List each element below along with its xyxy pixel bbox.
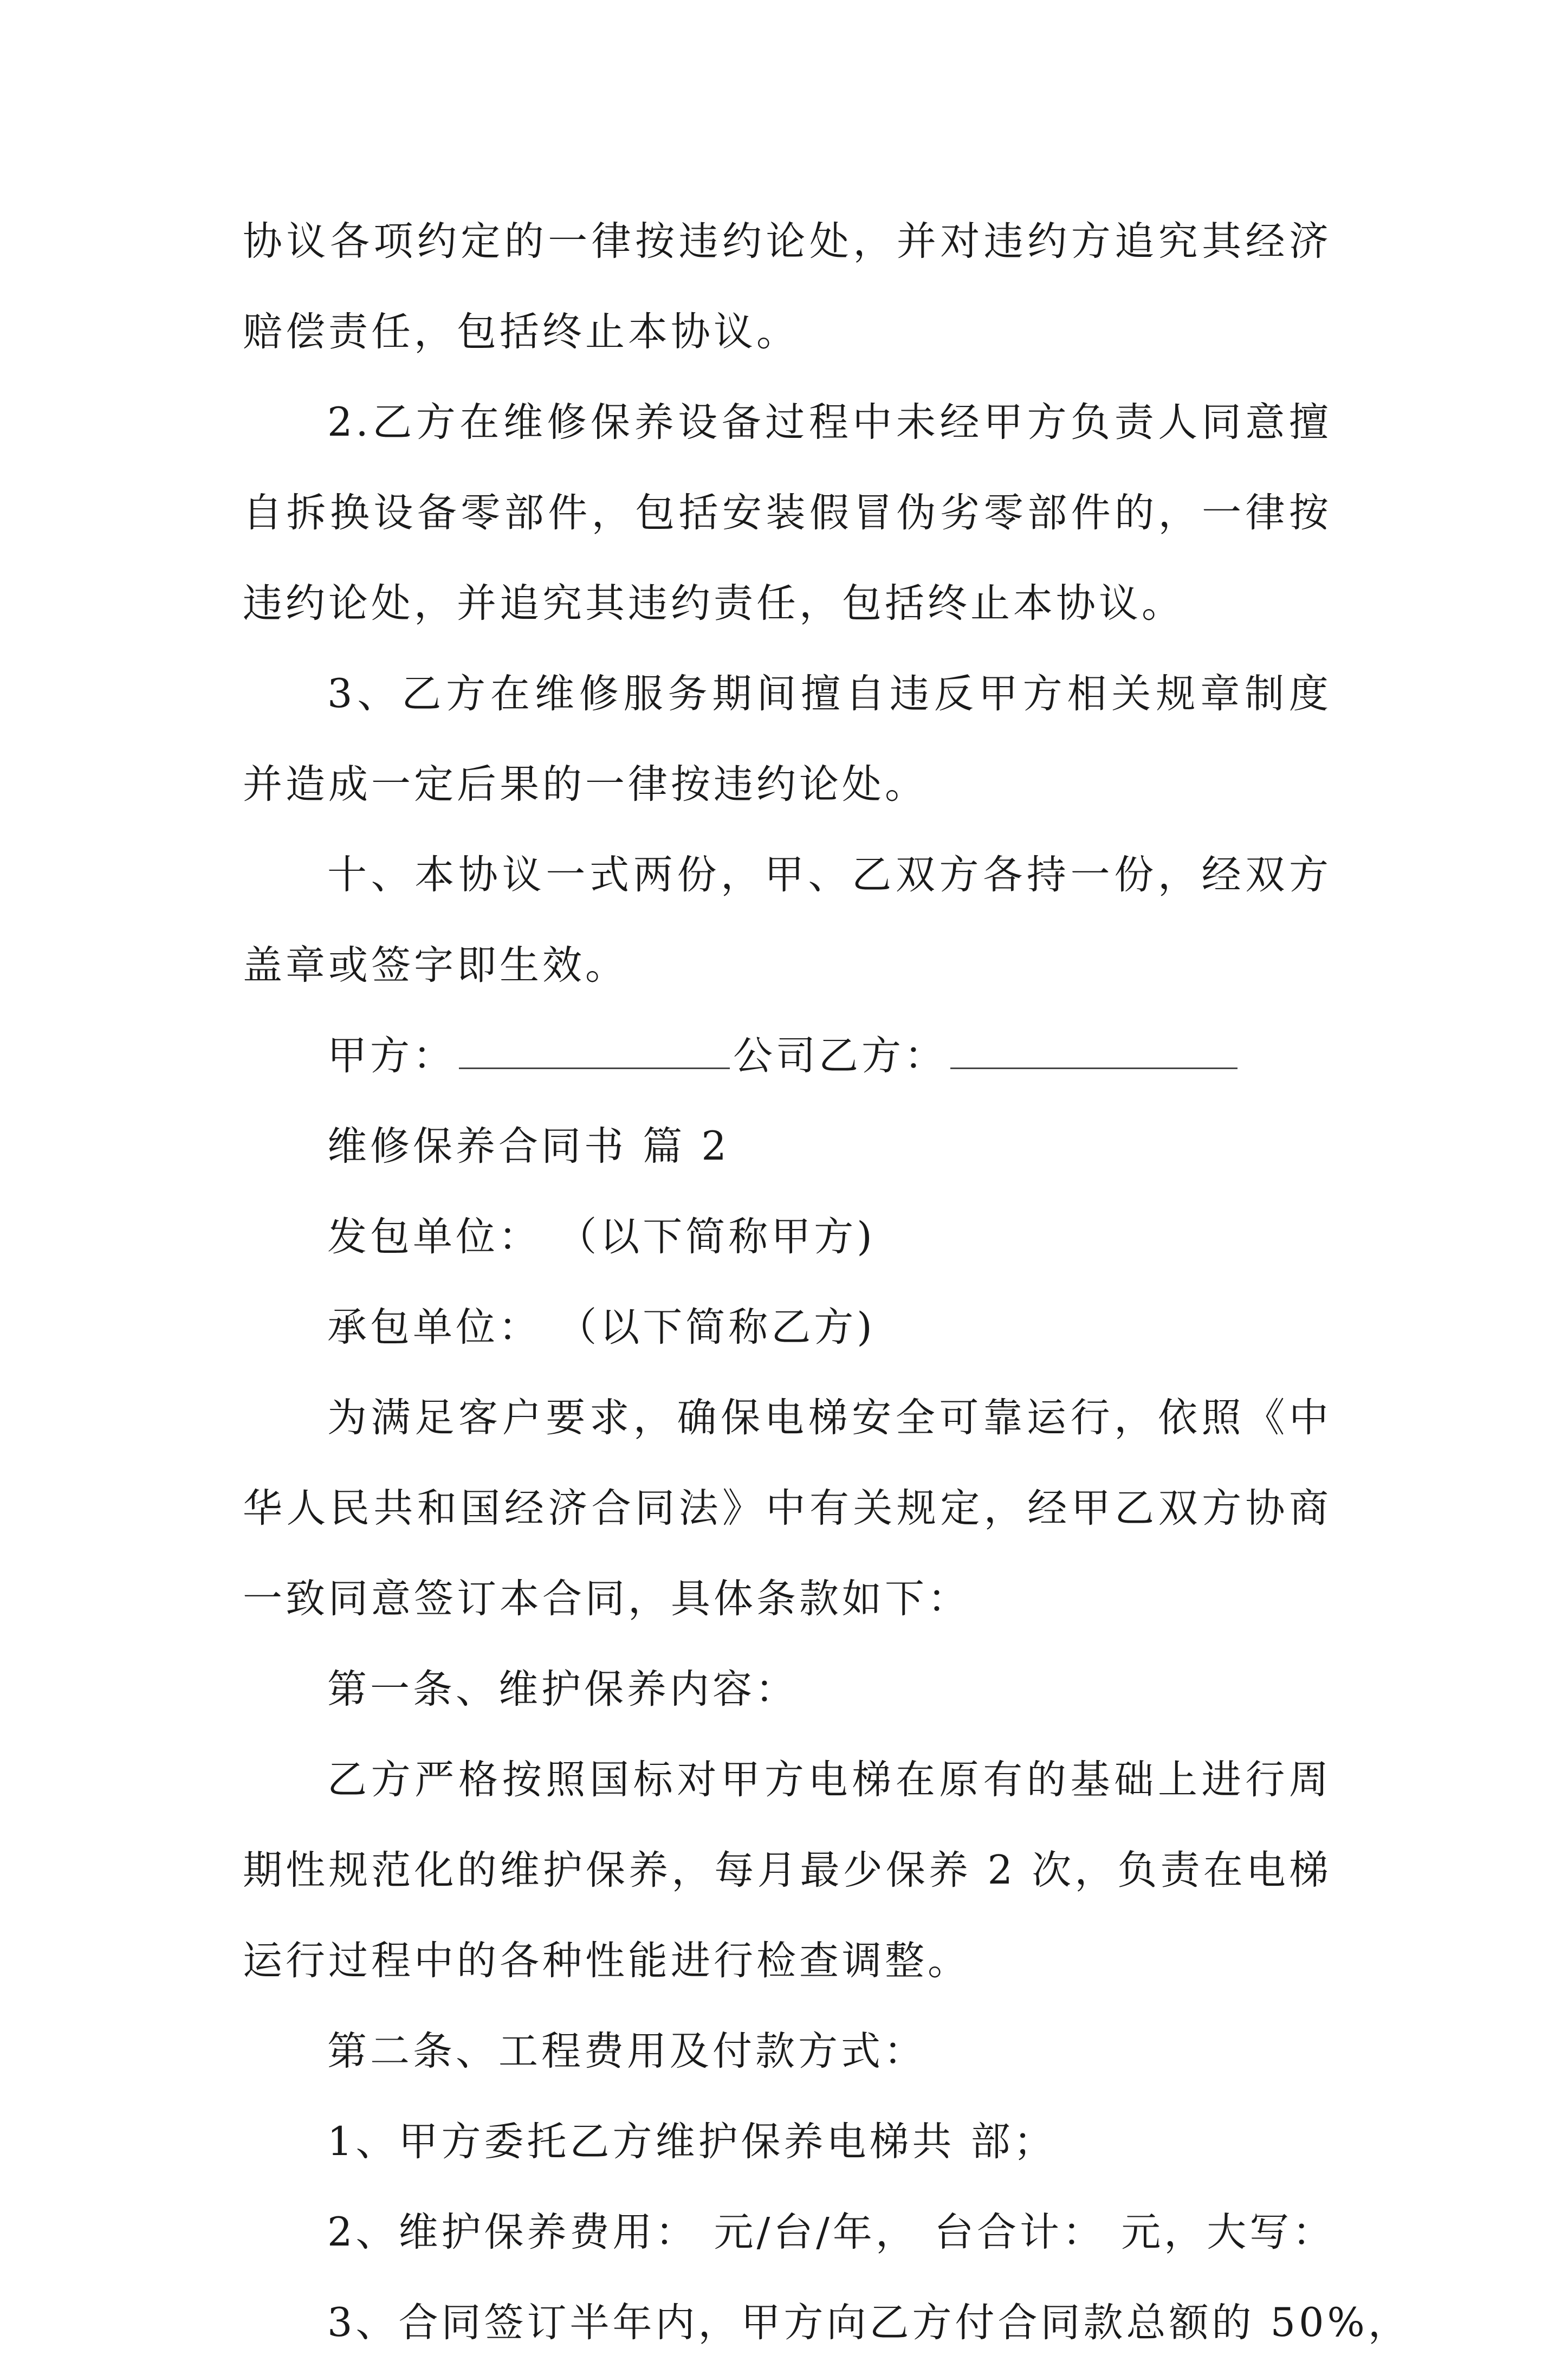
paragraph-clause-3: 3、乙方在维修服务期间擅自违反甲方相关规章制度并造成一定后果的一律按违约论处。 — [243, 671, 1332, 807]
article-2-item-1: 1、甲方委托乙方维护保养电梯共 部； — [327, 2119, 1057, 2165]
company-party-b-label: 公司乙方： — [733, 1033, 947, 1079]
section-2-title: 维修保养合同书 篇 2 — [327, 1123, 730, 1169]
signature-line — [243, 1011, 1332, 1101]
article-2-item-2: 2、维护保养费用： 元/台/年， 台合计： 元，大写： — [327, 2209, 1336, 2255]
paragraph-clause-2: 2.乙方在维修保养设备过程中未经甲方负责人同意擅自拆换设备零部件，包括安装假冒伪劣零部件的，一律按违约论处，并追究其违约责任，包括终止本协议。 — [243, 399, 1332, 626]
document-body — [243, 196, 1411, 2368]
article-2-item-3: 3、合同签订半年内，甲方向乙方付合同款总额的 50%， — [327, 2300, 1411, 2346]
contractor-line: 承包单位： （以下简称乙方) — [327, 1304, 876, 1350]
paragraph-breach-liability: 协议各项约定的一律按违约论处，并对违约方追究其经济赔偿责任，包括终止本协议。 — [243, 218, 1332, 355]
article-1-heading: 第一条、维护保养内容： — [327, 1666, 798, 1712]
party-a-signature-blank[interactable] — [459, 1038, 730, 1069]
article-2-heading: 第二条、工程费用及付款方式： — [327, 2028, 926, 2074]
party-a-label: 甲方： — [327, 1033, 456, 1079]
party-b-signature-blank[interactable] — [950, 1038, 1237, 1069]
article-1-body: 乙方严格按照国标对甲方电梯在原有的基础上进行周期性规范化的维护保养，每月最少保养 2 次，负责在电梯运行过程中的各种性能进行检查调整。 — [243, 1757, 1332, 1984]
issuer-line: 发包单位： （以下简称甲方) — [327, 1214, 876, 1260]
contract-intro: 为满足客户要求，确保电梯安全可靠运行，依照《中华人民共和国经济合同法》中有关规定，经甲乙双方协商一致同意签订本合同，具体条款如下： — [243, 1395, 1332, 1622]
paragraph-article-10: 十、本协议一式两份，甲、乙双方各持一份，经双方盖章或签字即生效。 — [243, 852, 1332, 988]
